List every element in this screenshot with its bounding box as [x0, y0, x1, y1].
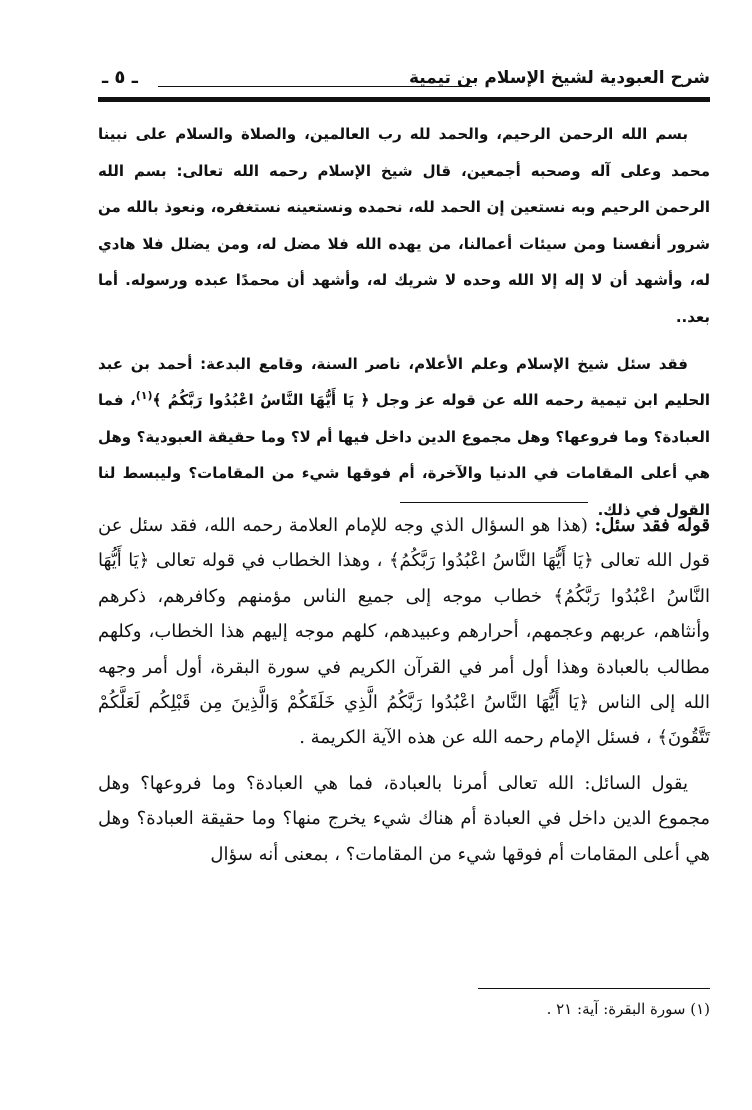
footnote-rule	[478, 988, 710, 989]
commentary-paragraph-1	[98, 508, 710, 756]
question-paragraph-1: بسم الله الرحمن الرحيم، والحمد لله رب العالمين، والصلاة والسلام على نبينا محمد وعلى آله وصحبه أجمعين، قال شيخ الإسلام رحمه الله تعالى: بسم الله الرحمن الرحيم وبه نستعين إن الحمد لله، نحمده ونستعينه نستغفره، ونعوذ بالله من شرور أنفسنا ومن سيئات أعمالنا، من يهده الله فلا مضل له، ومن يضلل فلا هادي له، وأشهد أن لا إله إلا الله وحده لا شريك له، وأشهد أن محمدًا عبده ورسوله. أما بعد..	[98, 125, 710, 326]
footnote: (١) سورة البقرة: آية: ٢١ .	[546, 1000, 710, 1018]
page-number: ـ ٥ ـ	[102, 67, 138, 88]
footnote-reference[interactable]: (١)	[135, 389, 153, 403]
commentary-paragraph-2: يقول السائل: الله تعالى أمرنا بالعبادة، فما هي العبادة؟ وما فروعها؟ وهل مجموع الدين داخل في العبادة أم هناك شيء يخرج منها؟ وما حقيقة العبادة؟ وهل هي أعلى المقامات أم فوقها شيء من المقامات؟ ، بمعنى أنه سؤال	[98, 772, 710, 865]
section-separator	[400, 502, 588, 503]
commentary-lead-in: قوله فقد سئل:	[594, 515, 710, 536]
question-paragraph-2-end: ، فما العبادة؟ وما فروعها؟ وهل مجموع الدين داخل فيها أم لا؟ وما حقيقة العبودية؟ وهل هي أعلى المقامات في الدنيا والآخرة، أم فوقها شيء من المقامات؟ وليبسط لنا القول في ذلك.	[98, 391, 710, 519]
running-title: شرح العبودية لشيخ الإسلام بن تيمية	[408, 68, 710, 88]
question-paragraph-2-start: فقد سئل شيخ الإسلام وعلم الأعلام، ناصر السنة، وقامع البدعة: أحمد بن عبد الحليم ابن تيمية رحمه الله عن قوله عز وجل ﴿ يَا أَيُّهَا النَّاسُ اعْبُدُوا رَبَّكُمُ ﴾	[98, 354, 710, 410]
header-rule	[98, 97, 710, 102]
header-thin-line	[158, 86, 472, 87]
commentary-text	[98, 508, 710, 872]
running-header	[98, 66, 710, 96]
commentary-paragraph-1-body: (هذا هو السؤال الذي وجه للإمام العلامة رحمه الله، فقد سئل عن قول الله تعالى ﴿يَا أَيُّهَا النَّاسُ اعْبُدُوا رَبَّكُمُ﴾ ، وهذا الخطاب في قوله تعالى ﴿يَا أَيُّهَا النَّاسُ اعْبُدُوا رَبَّكُمُ﴾ خطاب موجه إلى جميع الناس مؤمنهم وكافرهم، ذكرهم وأنثاهم، عربهم وعجمهم، أحرارهم وعبيدهم، كلهم موجه إليهم هذا الخطاب، وكلهم مطالب بالعبادة وهذا أول أمر في القرآن الكريم في سورة البقرة، أول أمر وجهه الله إلى الناس ﴿يَا أَيُّهَا النَّاسُ اعْبُدُوا رَبَّكُمُ الَّذِي خَلَقَكُمْ وَالَّذِينَ مِن قَبْلِكُم لَعَلَّكُمْ تَتَّقُونَ﴾ ، فسئل الإمام رحمه الله عن هذه الآية الكريمة .	[98, 515, 710, 749]
question-text	[98, 116, 710, 529]
